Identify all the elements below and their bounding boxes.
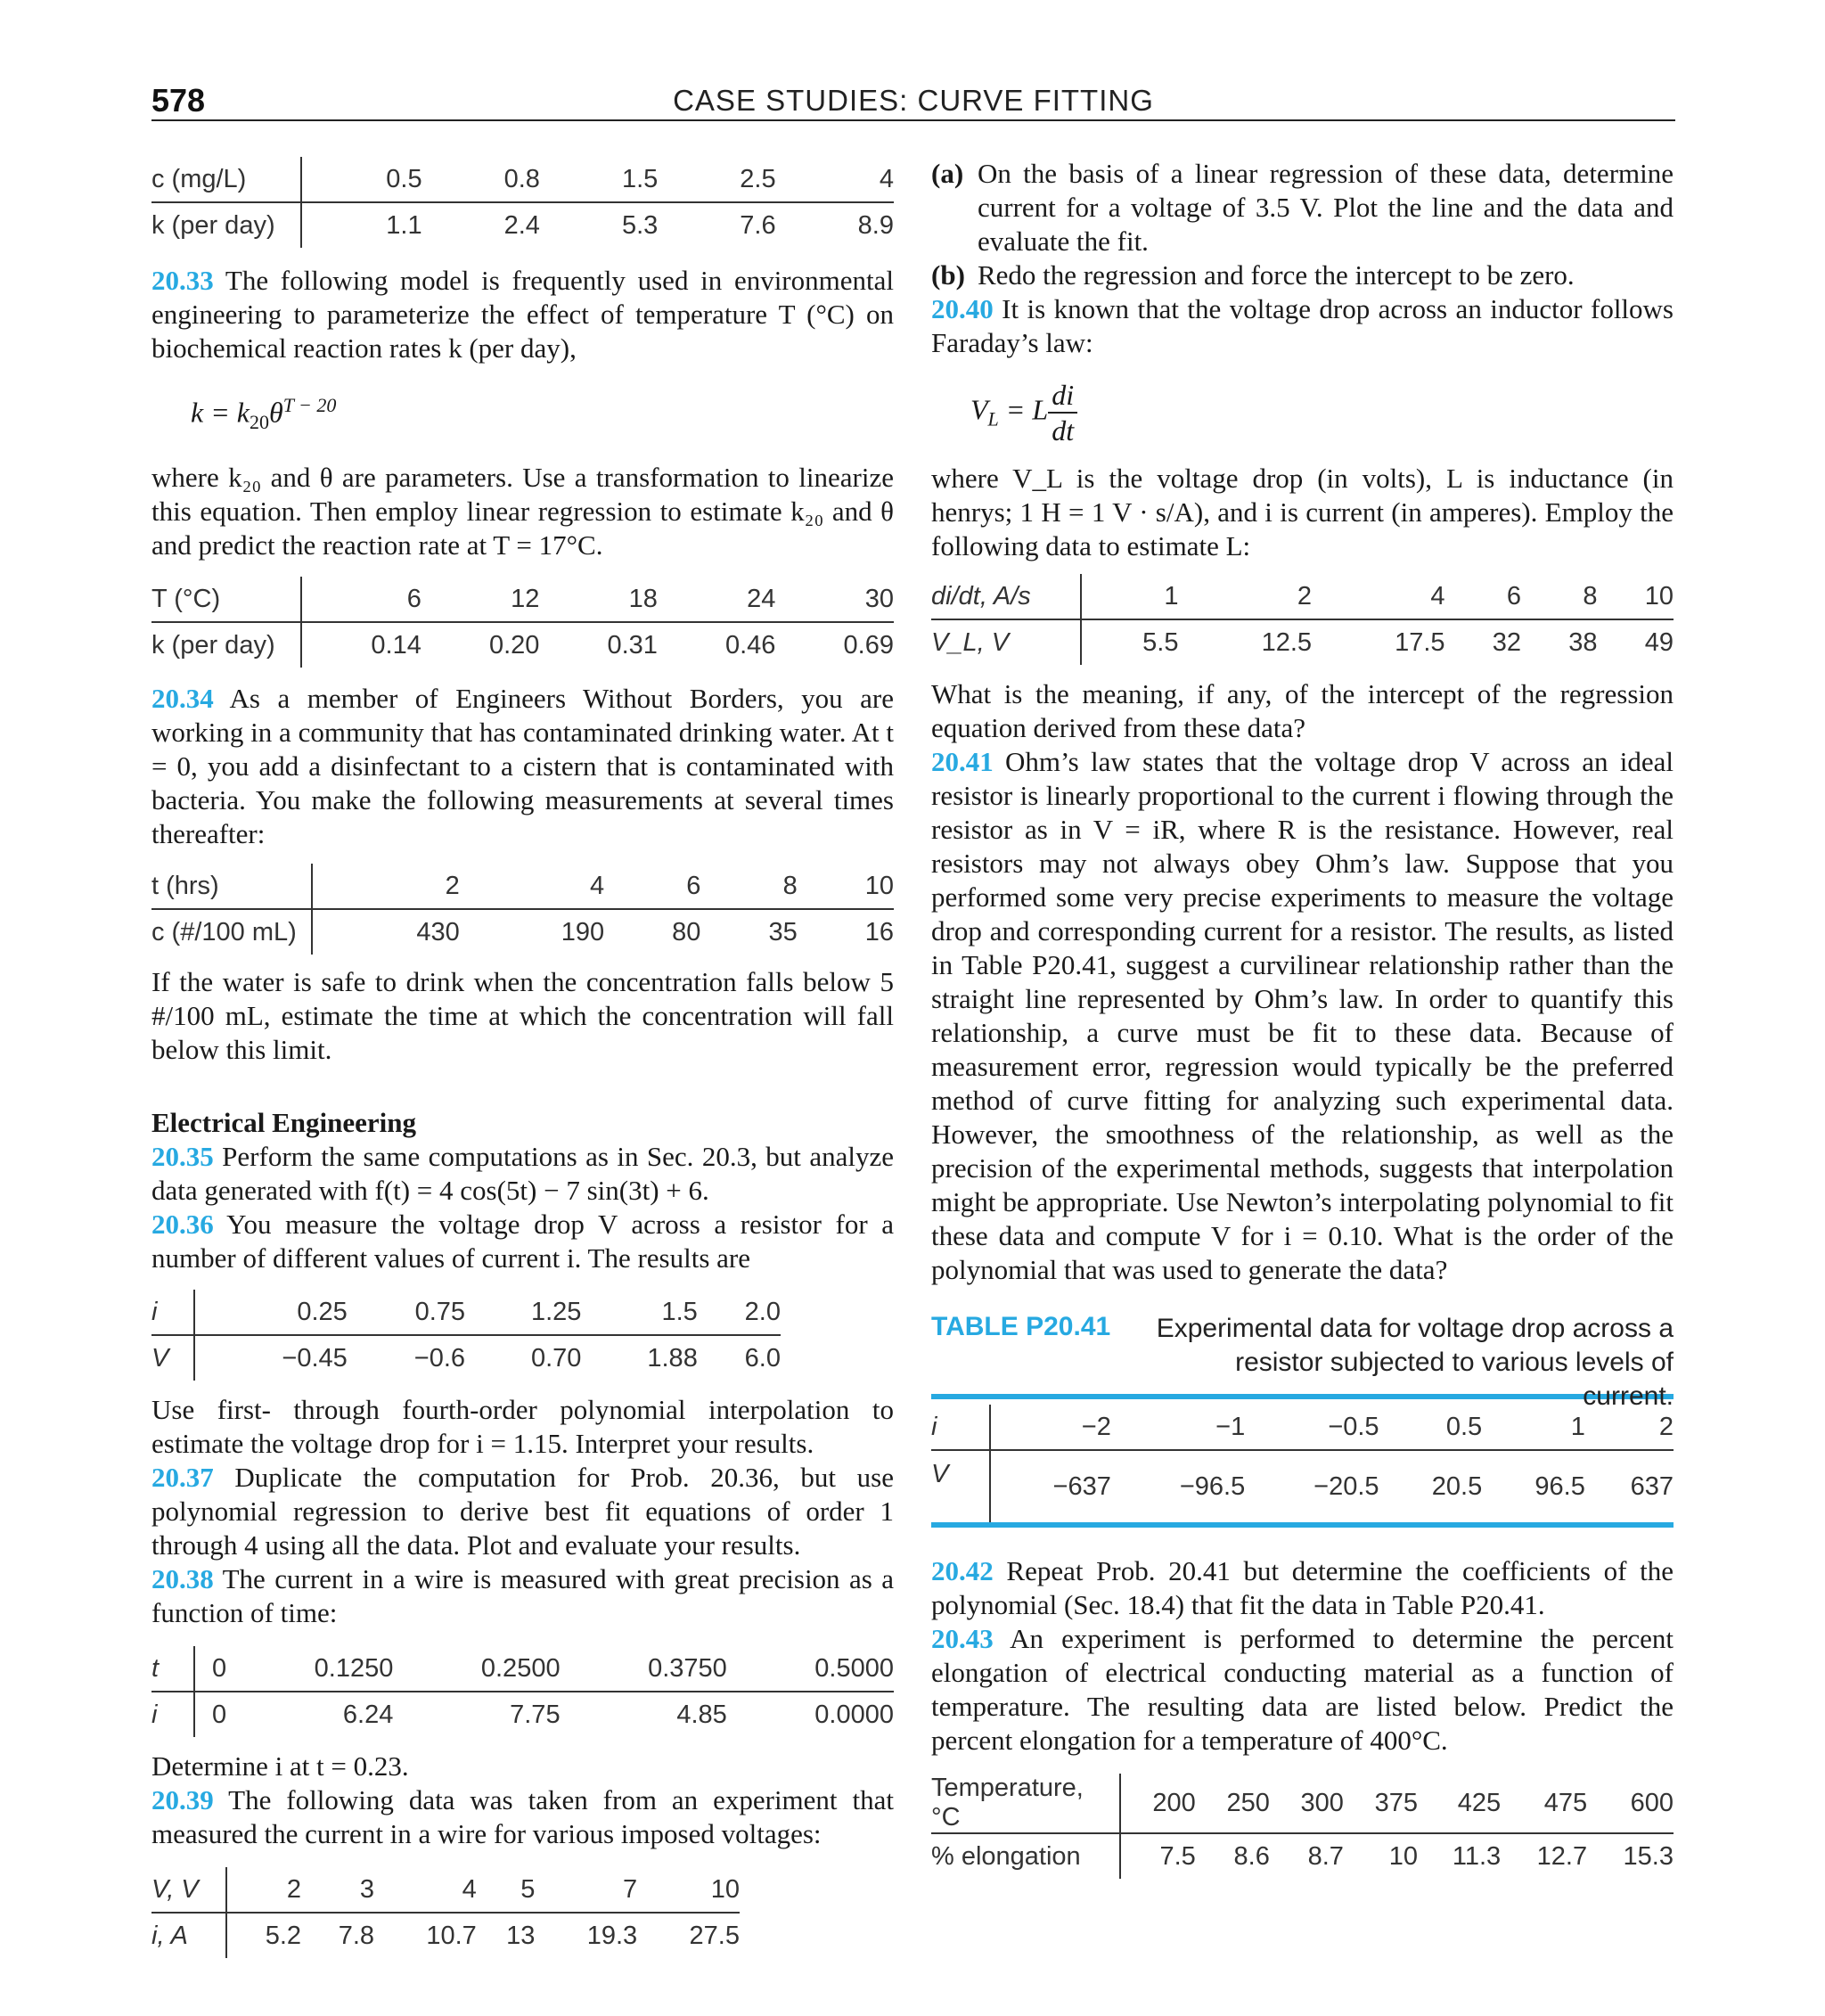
table-cell: 10 (1598, 574, 1674, 619)
table-cell: 0 (194, 1646, 226, 1692)
problem-20-33-instructions: where k₂₀ and θ are parameters. Use a transformation to linearize this equation. Then employ linear regression to estimate k₂₀ and θ and predict the reaction rate at T = 17°C. (151, 462, 894, 561)
table-cell: 7.8 (338, 1921, 375, 1950)
problem-number: 20.40 (931, 293, 994, 324)
equation-faraday: $V_L = L$ $\frac{di}{dt}$ (970, 378, 1674, 447)
problem-20-39-part-b (931, 258, 1674, 292)
table-cell: 4 (374, 1867, 477, 1913)
part-label: (b) (931, 259, 965, 291)
table-cell: 10 (637, 1867, 740, 1913)
table-cell: 1.5 (581, 1290, 697, 1335)
problem-20-38-question: Determine i at t = 0.23. (151, 1750, 409, 1782)
table-temperature-rate (151, 577, 894, 668)
table-cell: 4 (1312, 574, 1445, 619)
table-cell: −1 (1111, 1405, 1245, 1450)
problem-text: An experiment is performed to determine the percent elongation of electrical conducting material as a function of temperature. The resulting data are listed below. Predict the percent elongation for a temperature of 400°C. (931, 1623, 1674, 1756)
table-cell: 0.31 (607, 630, 658, 660)
problem-number: 20.38 (151, 1563, 214, 1595)
table-cell: 24 (658, 577, 776, 622)
problem-text: The following data was taken from an experiment that measured the current in a wire for various imposed voltages: (151, 1784, 894, 1850)
problem-text: Perform the same computations as in Sec. 20.3, but analyze data generated with f(t) = 4 cos(5t) − 7 sin(3t) + 6. (151, 1141, 894, 1207)
right-column (931, 157, 1674, 1879)
table-label: k (per day) (151, 622, 301, 668)
table-cell: 35 (768, 917, 798, 947)
table-cell: 17.5 (1395, 627, 1445, 657)
table-cell: 1 (1081, 574, 1178, 619)
table-inductor (931, 574, 1674, 665)
table-voltage-current (151, 1867, 740, 1958)
table-cell: 10 (1388, 1841, 1418, 1871)
table-cell: 0.3750 (561, 1646, 727, 1692)
table-cell: 12 (421, 577, 540, 622)
table-cell: 7.75 (510, 1700, 561, 1729)
table-cell: 5 (477, 1867, 536, 1913)
running-head: CASE STUDIES: CURVE FITTING (673, 84, 1154, 117)
table-cell: −0.6 (413, 1343, 466, 1373)
section-heading: Electrical Engineering (151, 1107, 417, 1139)
table-cell: −96.5 (1179, 1471, 1246, 1501)
table-cell: 0.5 (1379, 1405, 1483, 1450)
table-cell: 0.2500 (393, 1646, 560, 1692)
table-label: t (hrs) (151, 864, 312, 909)
problem-20-40-question: What is the meaning, if any, of the intercept of the regression equation derived from these data? (931, 678, 1674, 743)
problem-number: 20.37 (151, 1462, 214, 1494)
table-cell: 1 (1482, 1405, 1585, 1450)
part-text: On the basis of a linear regression of these data, determine current for a voltage of 3.5 V. Plot the line and the data and evaluate the fit. (978, 158, 1674, 257)
table-cell: 0.25 (194, 1290, 348, 1335)
table-label: V (151, 1335, 194, 1381)
table-cell: 0.70 (530, 1343, 582, 1373)
table-cell: 2 (312, 864, 460, 909)
problem-number: 20.35 (151, 1141, 214, 1173)
problem-number: 20.33 (151, 265, 214, 296)
table-cell: 637 (1630, 1471, 1674, 1501)
problem-20-38 (151, 1562, 894, 1630)
problem-20-43 (931, 1622, 1674, 1758)
table-cell: 38 (1568, 627, 1598, 657)
problem-20-40 (931, 292, 1674, 360)
table-caption-label: TABLE P20.41 (931, 1312, 1111, 1341)
problem-20-36-instructions: Use first- through fourth-order polynomial interpolation to estimate the voltage drop for i = 1.15. Interpret your results. (151, 1394, 894, 1460)
table-cell: 32 (1492, 627, 1522, 657)
problem-20-39-part-a (931, 157, 1674, 258)
table-cell: 0.20 (488, 630, 540, 660)
table-cell: 10 (798, 864, 894, 909)
table-elongation (931, 1774, 1674, 1879)
table-cell: 2.5 (658, 157, 775, 202)
table-cell: 10.7 (426, 1921, 477, 1950)
table-label: i (151, 1290, 194, 1335)
table-cell: 0.69 (843, 630, 894, 660)
page-header (151, 78, 1675, 121)
problem-number: 20.43 (931, 1623, 994, 1654)
table-cell: 1.5 (540, 157, 658, 202)
table-cell: 7 (535, 1867, 637, 1913)
table-cell: 0.14 (371, 630, 421, 660)
table-cell: 475 (1501, 1774, 1587, 1833)
table-cell: 80 (672, 917, 701, 947)
table-label: T (°C) (151, 577, 301, 622)
table-cell: 0.0000 (814, 1700, 894, 1729)
problem-text: Ohm’s law states that the voltage drop V across an ideal resistor is linearly proportional to the current i flowing through the resistor as in V = iR, where R is the resistance. However, real resistors may not always obey Ohm’s law. Suppose that you performed some very precise experiments to measure the voltage drop and corresponding current for a resistor. The results, as listed in Table P20.41, suggest a curvilinear relationship rather than the straight line represented by Ohm’s law. In order to quantify this relationship, a curve must be fit to these data. Because of measurement error, regression would typically be the preferred method of curve fitting for analyzing such experimental data. However, the smoothness of the relationship, as well as the precision of the experimental methods, suggests that interpolation might be appropriate. Use Newton’s interpolating polynomial to fit these data and compute V for i = 0.10. What is the order of the polynomial that was used to generate the data? (931, 746, 1674, 1285)
problem-20-42 (931, 1554, 1674, 1622)
table-cell: 5.2 (265, 1921, 302, 1950)
table-cell: 96.5 (1534, 1471, 1585, 1501)
table-cell: 0.1250 (226, 1646, 393, 1692)
table-cell: 0.75 (348, 1290, 465, 1335)
problem-text: The following model is frequently used in environmental engineering to parameterize the effect of temperature T (°C) on biochemical reaction rates k (per day), (151, 265, 894, 364)
table-cell: 6.24 (342, 1700, 394, 1729)
table-p20-41-caption (931, 1312, 1674, 1411)
table-cell: 5.5 (1142, 627, 1179, 657)
table-label: i (151, 1692, 194, 1737)
table-cell: 18 (539, 577, 658, 622)
table-cell: 6 (301, 577, 421, 622)
table-time-current (151, 1646, 894, 1737)
table-cell: −0.5 (1245, 1405, 1379, 1450)
problem-number: 20.36 (151, 1209, 214, 1241)
problem-20-39 (151, 1783, 894, 1851)
table-label: Temperature, °C (931, 1774, 1120, 1833)
table-cell: 0.46 (724, 630, 776, 660)
table-bacteria (151, 864, 894, 955)
table-cell: 1.25 (465, 1290, 581, 1335)
table-cell: 12.5 (1261, 627, 1313, 657)
table-bottom-rule (931, 1522, 1674, 1528)
table-cell: 16 (864, 917, 894, 947)
fraction-di-dt: $\frac{di}{dt}$ (1048, 378, 1077, 447)
problem-text: The current in a wire is measured with great precision as a function of time: (151, 1563, 894, 1629)
part-text: Redo the regression and force the intercept to be zero. (978, 259, 1575, 291)
problem-20-40-definitions: where V_L is the voltage drop (in volts), L is inductance (in henrys; 1 H = 1 V · s/A), and i is current (in amperes). Employ the following data to estimate L: (931, 463, 1674, 561)
problem-20-37 (151, 1461, 894, 1562)
problem-number: 20.34 (151, 683, 214, 715)
table-cell: 4 (460, 864, 604, 909)
table-cell: 6.0 (744, 1343, 781, 1373)
problem-text: You measure the voltage drop V across a resistor for a number of different values of current i. The results are (151, 1209, 894, 1274)
table-cell: 4.85 (676, 1700, 727, 1729)
table-cell: 0.8 (422, 157, 540, 202)
table-cell: 6 (1445, 574, 1521, 619)
table-cell: 8 (700, 864, 797, 909)
table-cell: 1.88 (647, 1343, 698, 1373)
table-label: i (931, 1405, 990, 1450)
table-cell: 1.1 (386, 210, 422, 240)
table-cell: 430 (416, 917, 460, 947)
table-cell: 2.4 (503, 210, 540, 240)
table-concentration-rate (151, 157, 894, 248)
table-cell: −0.45 (282, 1343, 348, 1373)
table-label: V_L, V (931, 619, 1081, 665)
table-cell: −637 (1052, 1471, 1111, 1501)
left-column (151, 157, 894, 1958)
table-cell: −20.5 (1314, 1471, 1379, 1501)
problem-20-33 (151, 264, 894, 365)
table-cell: 12.7 (1536, 1841, 1588, 1871)
table-label: % elongation (931, 1833, 1120, 1879)
table-label: c (#/100 mL) (151, 909, 312, 955)
table-cell: 6 (604, 864, 700, 909)
problem-text: It is known that the voltage drop across an inductor follows Faraday’s law: (931, 293, 1674, 358)
table-cell: 2 (1178, 574, 1312, 619)
table-cell: 2 (1585, 1405, 1674, 1450)
page-number: 578 (151, 82, 206, 119)
problem-number: 20.41 (931, 746, 994, 777)
table-cell: 425 (1418, 1774, 1501, 1833)
table-cell: 11.3 (1452, 1841, 1502, 1871)
table-label: c (mg/L) (151, 157, 301, 202)
table-cell: 15.3 (1623, 1841, 1674, 1871)
table-cell: 4 (776, 157, 894, 202)
table-cell: 13 (506, 1921, 536, 1950)
table-current-voltage (151, 1290, 781, 1381)
table-cell: 300 (1270, 1774, 1344, 1833)
problem-text: As a member of Engineers Without Borders, you are working in a community that has contaminated drinking water. At t = 0, you add a disinfectant to a cistern that is contaminated with bacteria. You make the following measurements at several times thereafter: (151, 683, 894, 850)
problem-20-34-question: If the water is safe to drink when the concentration falls below 5 #/100 mL, estimate the time at which the concentration will fall below this limit. (151, 966, 894, 1066)
table-cell: 2.0 (698, 1290, 781, 1335)
problem-20-41 (931, 745, 1674, 1287)
problem-20-36 (151, 1208, 894, 1275)
table-cell: 7.5 (1159, 1841, 1196, 1871)
part-label: (a) (931, 158, 964, 189)
problem-number: 20.42 (931, 1555, 994, 1586)
table-cell: 3 (301, 1867, 374, 1913)
problem-text: Repeat Prob. 20.41 but determine the coefficients of the polynomial (Sec. 18.4) that fit the data in Table P20.41. (931, 1555, 1674, 1620)
table-label: V (931, 1450, 990, 1522)
table-cell: 0.5 (301, 157, 422, 202)
table-cell: 200 (1120, 1774, 1196, 1833)
table-cell: 600 (1587, 1774, 1674, 1833)
table-label: k (per day) (151, 202, 301, 248)
table-cell: 0.5000 (727, 1646, 894, 1692)
table-label: t (151, 1646, 194, 1692)
table-cell: 20.5 (1431, 1471, 1483, 1501)
table-cell: −2 (990, 1405, 1111, 1450)
table-cell: 49 (1644, 627, 1674, 657)
table-cell: 375 (1344, 1774, 1418, 1833)
table-cell: 7.6 (740, 210, 776, 240)
table-p20-41 (931, 1405, 1674, 1522)
table-cell: 8 (1521, 574, 1597, 619)
equation-k: $k = k_{20}\theta^{T - 20}$ (191, 394, 337, 434)
table-cell: 250 (1196, 1774, 1270, 1833)
problem-number: 20.39 (151, 1784, 214, 1816)
table-cell: 27.5 (689, 1921, 740, 1950)
table-caption-text: Experimental data for voltage drop across a resistor subjected to various levels of current. (1156, 1314, 1674, 1411)
table-cell: 0 (212, 1700, 227, 1729)
problem-text: Duplicate the computation for Prob. 20.36, but use polynomial regression to derive best fit equations of order 1 through 4 using all the data. Plot and evaluate your results. (151, 1462, 894, 1561)
table-cell: 190 (561, 917, 605, 947)
table-label: V, V (151, 1867, 226, 1913)
table-cell: 5.3 (621, 210, 659, 240)
table-cell: 8.9 (857, 210, 894, 240)
table-cell: 30 (775, 577, 894, 622)
table-cell: 19.3 (586, 1921, 638, 1950)
table-label: di/dt, A/s (931, 574, 1081, 619)
table-label: i, A (151, 1913, 226, 1958)
problem-20-35 (151, 1140, 894, 1208)
problem-20-34 (151, 682, 894, 851)
table-cell: 8.6 (1233, 1841, 1270, 1871)
table-cell: 2 (226, 1867, 301, 1913)
table-cell: 8.7 (1307, 1841, 1344, 1871)
